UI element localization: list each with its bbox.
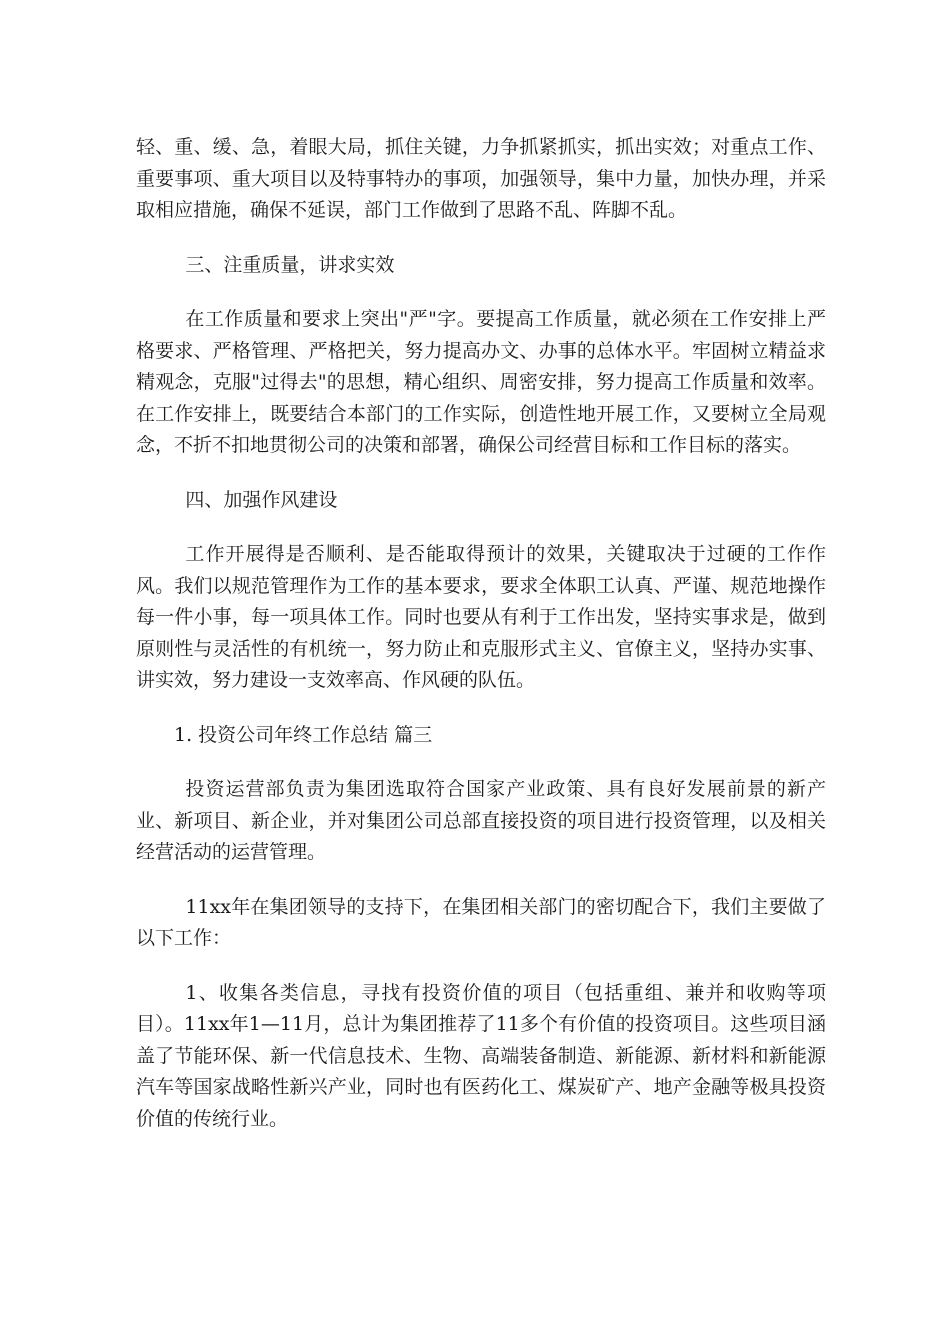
paragraph-continued: 轻、重、缓、急，着眼大局，抓住关键，力争抓紧抓实，抓出实效；对重点工作、重要事项、重大项目以及特事特办的事项，加强领导，集中力量，加快办理，并采取相应措施，确保不延误，部门工作做到了思路不乱、阵脚不乱。 xyxy=(136,136,826,221)
paragraph-quality: 在工作质量和要求上突出"严"字。要提高工作质量，就必须在工作安排上严格要求、严格管理、严格把关，努力提高办文、办事的总体水平。牢固树立精益求精观念，克服"过得去"的思想，精心组织、周密安排，努力提高工作质量和效率。在工作安排上，既要结合本部门的工作实际，创造性地开展工作，又要树立全局观念，不折不扣地贯彻公司的决策和部署，确保公司经营目标和工作目标的落实。 xyxy=(136,308,826,456)
document-body xyxy=(136,132,826,1158)
paragraph-item-1: 1、收集各类信息，寻找有投资价值的项目（包括重组、兼并和收购等项目）。11xx年1—11月，总计为集团推荐了11多个有价值的投资项目。这些项目涵盖了节能环保、新一代信息技术、生物、高端装备制造、新能源、新材料和新能源汽车等国家战略性新兴产业，同时也有医药化工、煤炭矿产、地产金融等极具投资价值的传统行业。 xyxy=(136,981,826,1130)
paragraph-year-intro: 11xx年在集团领导的支持下，在集团相关部门的密切配合下，我们主要做了以下工作： xyxy=(136,895,826,949)
numbered-title: 1. 投资公司年终工作总结 篇三 xyxy=(174,723,433,746)
section-heading-three: 三、注重质量，讲求实效 xyxy=(185,253,395,276)
section-heading-four: 四、加强作风建设 xyxy=(185,488,338,511)
paragraph-investment-dept: 投资运营部负责为集团选取符合国家产业政策、具有良好发展前景的新产业、新项目、新企业，并对集团公司总部直接投资的项目进行投资管理，以及相关经营活动的运营管理。 xyxy=(136,778,826,863)
paragraph-work-style: 工作开展得是否顺利、是否能取得预计的效果，关键取决于过硬的工作作风。我们以规范管理作为工作的基本要求，要求全体职工认真、严谨、规范地操作每一件小事，每一项具体工作。同时也要从有利于工作出发，坚持实事求是，做到原则性与灵活性的有机统一，努力防止和克服形式主义、官僚主义，坚持办实事、讲实效，努力建设一支效率高、作风硬的队伍。 xyxy=(136,543,826,691)
